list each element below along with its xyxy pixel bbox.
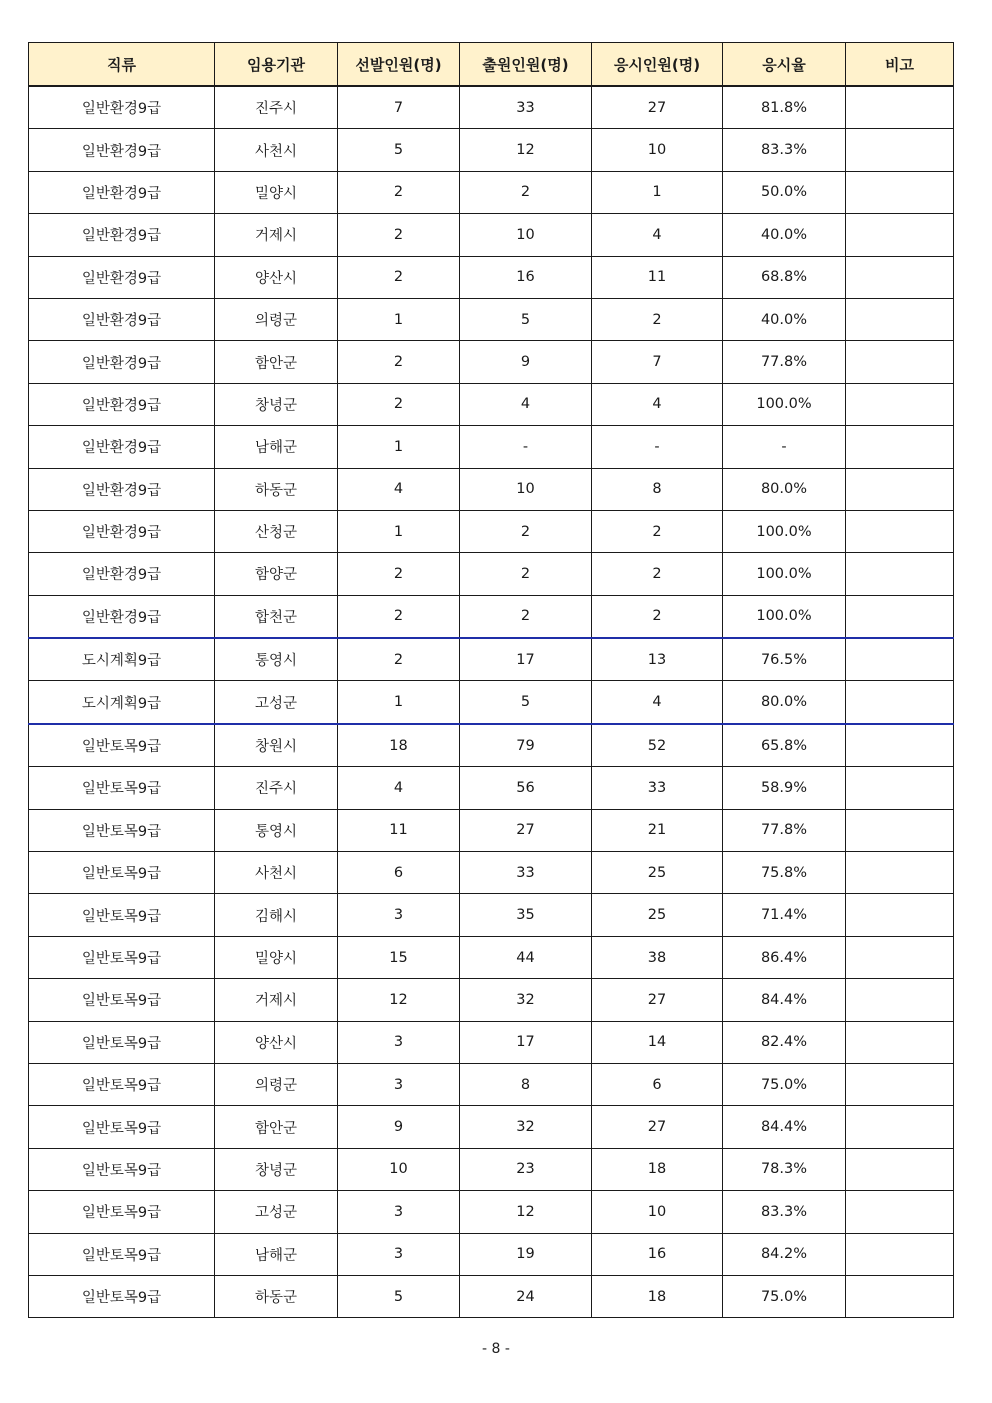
cell-applied: 16: [460, 256, 592, 298]
cell-note: [846, 1148, 954, 1190]
cell-selected: 2: [338, 256, 460, 298]
cell-agency: 창원시: [215, 724, 338, 767]
cell-job: 일반토목9급: [29, 894, 215, 936]
header-job: 직류: [29, 43, 215, 87]
cell-note: [846, 979, 954, 1021]
cell-applied: 24: [460, 1275, 592, 1317]
table-row: [29, 214, 954, 256]
cell-tested: 4: [592, 681, 723, 724]
cell-applied: 33: [460, 86, 592, 129]
cell-agency: 밀양시: [215, 171, 338, 213]
cell-applied: 2: [460, 553, 592, 595]
cell-note: [846, 809, 954, 851]
cell-job: 일반토목9급: [29, 1191, 215, 1233]
cell-job: 일반환경9급: [29, 214, 215, 256]
cell-selected: 1: [338, 426, 460, 468]
cell-rate: 76.5%: [723, 638, 846, 681]
cell-applied: 23: [460, 1148, 592, 1190]
cell-tested: 2: [592, 298, 723, 340]
cell-applied: 12: [460, 129, 592, 171]
table-row: [29, 1148, 954, 1190]
cell-tested: 8: [592, 468, 723, 510]
cell-tested: 2: [592, 595, 723, 638]
cell-rate: 58.9%: [723, 767, 846, 809]
page-number: - 8 -: [482, 1341, 510, 1357]
cell-applied: 2: [460, 595, 592, 638]
cell-tested: -: [592, 426, 723, 468]
cell-selected: 4: [338, 767, 460, 809]
cell-selected: 7: [338, 86, 460, 129]
cell-tested: 18: [592, 1275, 723, 1317]
cell-rate: 40.0%: [723, 214, 846, 256]
cell-job: 일반환경9급: [29, 341, 215, 383]
cell-agency: 양산시: [215, 1021, 338, 1063]
cell-job: 일반토목9급: [29, 1148, 215, 1190]
cell-job: 일반환경9급: [29, 510, 215, 552]
cell-job: 일반환경9급: [29, 468, 215, 510]
cell-job: 일반환경9급: [29, 129, 215, 171]
cell-tested: 7: [592, 341, 723, 383]
cell-job: 일반토목9급: [29, 767, 215, 809]
cell-selected: 18: [338, 724, 460, 767]
cell-applied: 5: [460, 298, 592, 340]
cell-note: [846, 1063, 954, 1105]
cell-selected: 15: [338, 936, 460, 978]
table-row: [29, 852, 954, 894]
cell-agency: 통영시: [215, 809, 338, 851]
cell-agency: 하동군: [215, 1275, 338, 1317]
table-row: [29, 468, 954, 510]
cell-job: 일반토목9급: [29, 936, 215, 978]
cell-note: [846, 767, 954, 809]
cell-note: [846, 1275, 954, 1317]
table-row: [29, 298, 954, 340]
cell-note: [846, 681, 954, 724]
cell-note: [846, 256, 954, 298]
cell-applied: 9: [460, 341, 592, 383]
cell-rate: 78.3%: [723, 1148, 846, 1190]
cell-rate: -: [723, 426, 846, 468]
table-row: [29, 129, 954, 171]
cell-rate: 86.4%: [723, 936, 846, 978]
cell-note: [846, 171, 954, 213]
cell-note: [846, 341, 954, 383]
cell-note: [846, 595, 954, 638]
cell-selected: 2: [338, 171, 460, 213]
cell-rate: 77.8%: [723, 809, 846, 851]
cell-applied: 4: [460, 383, 592, 425]
cell-tested: 1: [592, 171, 723, 213]
header-tested: 응시인원(명): [592, 43, 723, 87]
cell-rate: 84.2%: [723, 1233, 846, 1275]
cell-applied: 17: [460, 638, 592, 681]
cell-tested: 4: [592, 383, 723, 425]
cell-agency: 남해군: [215, 426, 338, 468]
cell-applied: 79: [460, 724, 592, 767]
cell-note: [846, 724, 954, 767]
cell-tested: 27: [592, 86, 723, 129]
table-row: [29, 979, 954, 1021]
cell-agency: 의령군: [215, 1063, 338, 1105]
cell-applied: 44: [460, 936, 592, 978]
cell-tested: 18: [592, 1148, 723, 1190]
cell-selected: 3: [338, 894, 460, 936]
cell-applied: 5: [460, 681, 592, 724]
cell-job: 일반토목9급: [29, 1106, 215, 1148]
table-row: [29, 809, 954, 851]
cell-applied: 27: [460, 809, 592, 851]
cell-note: [846, 1233, 954, 1275]
cell-agency: 하동군: [215, 468, 338, 510]
header-note: 비고: [846, 43, 954, 87]
cell-applied: 2: [460, 171, 592, 213]
cell-job: 일반토목9급: [29, 1275, 215, 1317]
cell-agency: 진주시: [215, 767, 338, 809]
cell-agency: 남해군: [215, 1233, 338, 1275]
cell-agency: 사천시: [215, 129, 338, 171]
cell-agency: 고성군: [215, 681, 338, 724]
cell-note: [846, 383, 954, 425]
cell-note: [846, 426, 954, 468]
table-row: [29, 767, 954, 809]
cell-rate: 100.0%: [723, 510, 846, 552]
cell-agency: 거제시: [215, 979, 338, 1021]
cell-note: [846, 129, 954, 171]
cell-note: [846, 1191, 954, 1233]
table-row: [29, 553, 954, 595]
cell-selected: 3: [338, 1021, 460, 1063]
cell-note: [846, 894, 954, 936]
cell-selected: 2: [338, 638, 460, 681]
header-applied: 출원인원(명): [460, 43, 592, 87]
table-row: [29, 341, 954, 383]
cell-agency: 사천시: [215, 852, 338, 894]
table-row: [29, 383, 954, 425]
cell-job: 일반환경9급: [29, 298, 215, 340]
cell-note: [846, 1106, 954, 1148]
cell-job: 일반환경9급: [29, 553, 215, 595]
cell-selected: 2: [338, 341, 460, 383]
cell-job: 도시계획9급: [29, 638, 215, 681]
cell-selected: 2: [338, 383, 460, 425]
cell-agency: 창녕군: [215, 383, 338, 425]
table-row: [29, 510, 954, 552]
cell-job: 일반환경9급: [29, 171, 215, 213]
header-agency: 임용기관: [215, 43, 338, 87]
cell-tested: 10: [592, 129, 723, 171]
cell-applied: 35: [460, 894, 592, 936]
table-row: [29, 894, 954, 936]
cell-agency: 함안군: [215, 1106, 338, 1148]
cell-agency: 의령군: [215, 298, 338, 340]
cell-rate: 100.0%: [723, 383, 846, 425]
cell-tested: 6: [592, 1063, 723, 1105]
table-row: [29, 595, 954, 638]
cell-rate: 75.0%: [723, 1275, 846, 1317]
cell-tested: 4: [592, 214, 723, 256]
cell-note: [846, 298, 954, 340]
cell-rate: 68.8%: [723, 256, 846, 298]
cell-job: 일반토목9급: [29, 979, 215, 1021]
cell-tested: 27: [592, 979, 723, 1021]
cell-rate: 81.8%: [723, 86, 846, 129]
cell-tested: 25: [592, 852, 723, 894]
cell-job: 일반토목9급: [29, 724, 215, 767]
cell-tested: 13: [592, 638, 723, 681]
cell-selected: 3: [338, 1063, 460, 1105]
cell-note: [846, 852, 954, 894]
cell-note: [846, 468, 954, 510]
cell-applied: 33: [460, 852, 592, 894]
cell-note: [846, 214, 954, 256]
cell-tested: 27: [592, 1106, 723, 1148]
cell-applied: 17: [460, 1021, 592, 1063]
cell-agency: 김해시: [215, 894, 338, 936]
cell-applied: 10: [460, 468, 592, 510]
cell-selected: 2: [338, 214, 460, 256]
cell-applied: 32: [460, 1106, 592, 1148]
cell-tested: 25: [592, 894, 723, 936]
cell-rate: 84.4%: [723, 1106, 846, 1148]
cell-rate: 82.4%: [723, 1021, 846, 1063]
cell-tested: 52: [592, 724, 723, 767]
recruitment-table: [28, 42, 954, 1318]
cell-applied: 19: [460, 1233, 592, 1275]
table-row: [29, 86, 954, 129]
cell-tested: 16: [592, 1233, 723, 1275]
cell-selected: 6: [338, 852, 460, 894]
cell-selected: 2: [338, 553, 460, 595]
table-row: [29, 638, 954, 681]
cell-selected: 5: [338, 1275, 460, 1317]
table-row: [29, 1021, 954, 1063]
cell-selected: 3: [338, 1191, 460, 1233]
cell-note: [846, 638, 954, 681]
cell-applied: -: [460, 426, 592, 468]
cell-job: 일반환경9급: [29, 426, 215, 468]
cell-rate: 100.0%: [723, 553, 846, 595]
table-row: [29, 256, 954, 298]
cell-applied: 10: [460, 214, 592, 256]
cell-rate: 75.8%: [723, 852, 846, 894]
table-row: [29, 1106, 954, 1148]
cell-selected: 10: [338, 1148, 460, 1190]
cell-applied: 8: [460, 1063, 592, 1105]
cell-job: 일반환경9급: [29, 256, 215, 298]
cell-agency: 밀양시: [215, 936, 338, 978]
cell-job: 일반토목9급: [29, 1063, 215, 1105]
table-row: [29, 936, 954, 978]
table-row: [29, 1191, 954, 1233]
cell-applied: 56: [460, 767, 592, 809]
cell-rate: 40.0%: [723, 298, 846, 340]
cell-selected: 4: [338, 468, 460, 510]
cell-agency: 고성군: [215, 1191, 338, 1233]
cell-job: 일반환경9급: [29, 383, 215, 425]
cell-tested: 33: [592, 767, 723, 809]
cell-rate: 83.3%: [723, 1191, 846, 1233]
cell-rate: 75.0%: [723, 1063, 846, 1105]
cell-job: 일반환경9급: [29, 86, 215, 129]
cell-agency: 통영시: [215, 638, 338, 681]
header-selected: 선발인원(명): [338, 43, 460, 87]
cell-applied: 2: [460, 510, 592, 552]
cell-rate: 50.0%: [723, 171, 846, 213]
table-row: [29, 1063, 954, 1105]
cell-job: 일반토목9급: [29, 809, 215, 851]
cell-agency: 함안군: [215, 341, 338, 383]
table-row: [29, 1233, 954, 1275]
cell-job: 도시계획9급: [29, 681, 215, 724]
cell-note: [846, 553, 954, 595]
cell-rate: 77.8%: [723, 341, 846, 383]
cell-tested: 21: [592, 809, 723, 851]
cell-tested: 2: [592, 510, 723, 552]
cell-rate: 65.8%: [723, 724, 846, 767]
header-row: [29, 43, 954, 87]
cell-rate: 80.0%: [723, 468, 846, 510]
cell-tested: 38: [592, 936, 723, 978]
table-row: [29, 724, 954, 767]
cell-selected: 12: [338, 979, 460, 1021]
cell-selected: 1: [338, 681, 460, 724]
cell-note: [846, 86, 954, 129]
cell-agency: 합천군: [215, 595, 338, 638]
cell-agency: 양산시: [215, 256, 338, 298]
cell-job: 일반토목9급: [29, 1021, 215, 1063]
cell-selected: 1: [338, 298, 460, 340]
cell-rate: 80.0%: [723, 681, 846, 724]
cell-note: [846, 1021, 954, 1063]
cell-note: [846, 936, 954, 978]
cell-rate: 84.4%: [723, 979, 846, 1021]
header-rate: 응시율: [723, 43, 846, 87]
cell-tested: 11: [592, 256, 723, 298]
cell-agency: 거제시: [215, 214, 338, 256]
cell-agency: 진주시: [215, 86, 338, 129]
cell-selected: 2: [338, 595, 460, 638]
cell-selected: 9: [338, 1106, 460, 1148]
cell-applied: 12: [460, 1191, 592, 1233]
cell-selected: 3: [338, 1233, 460, 1275]
cell-rate: 100.0%: [723, 595, 846, 638]
cell-selected: 1: [338, 510, 460, 552]
cell-job: 일반환경9급: [29, 595, 215, 638]
cell-job: 일반토목9급: [29, 852, 215, 894]
cell-tested: 14: [592, 1021, 723, 1063]
cell-agency: 창녕군: [215, 1148, 338, 1190]
cell-applied: 32: [460, 979, 592, 1021]
cell-selected: 5: [338, 129, 460, 171]
cell-agency: 산청군: [215, 510, 338, 552]
cell-job: 일반토목9급: [29, 1233, 215, 1275]
cell-rate: 83.3%: [723, 129, 846, 171]
cell-rate: 71.4%: [723, 894, 846, 936]
table-row: [29, 171, 954, 213]
table-row: [29, 1275, 954, 1317]
cell-tested: 10: [592, 1191, 723, 1233]
table-row: [29, 681, 954, 724]
cell-agency: 함양군: [215, 553, 338, 595]
cell-tested: 2: [592, 553, 723, 595]
cell-selected: 11: [338, 809, 460, 851]
table-row: [29, 426, 954, 468]
cell-note: [846, 510, 954, 552]
